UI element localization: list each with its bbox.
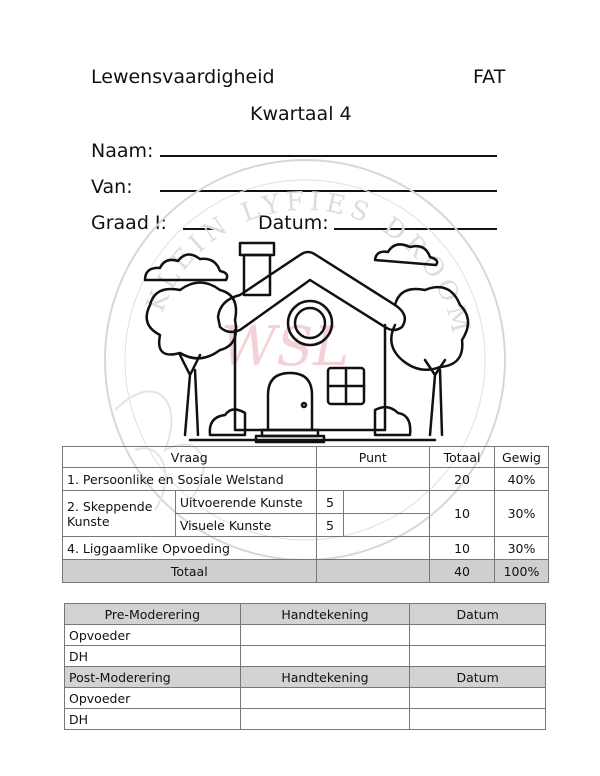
surname-field[interactable]	[160, 190, 497, 192]
question-cell: 1. Persoonlike en Sosiale Welstand	[63, 468, 317, 491]
grade-label: Graad I:	[91, 212, 167, 234]
house-illustration-icon	[140, 235, 470, 447]
signature-header: Handtekening	[240, 667, 410, 688]
table-row	[63, 468, 549, 491]
subject-title: Lewensvaardigheid	[91, 66, 275, 88]
sub-mark-cell: 5	[316, 491, 344, 514]
question-header: Vraag	[63, 447, 317, 468]
total-cell: 20	[430, 468, 495, 491]
date-cell[interactable]	[410, 646, 546, 667]
svg-text:KLEIN LYFIES DROOM: KLEIN LYFIES DROOM	[140, 186, 477, 341]
role-cell: DH	[65, 646, 241, 667]
weight-header: Gewig	[494, 447, 548, 468]
grand-weight-cell: 100%	[494, 560, 548, 583]
table-row	[65, 646, 546, 667]
date-cell[interactable]	[410, 688, 546, 709]
table-row	[65, 625, 546, 646]
date-cell[interactable]	[410, 709, 546, 730]
mark-cell[interactable]	[316, 537, 430, 560]
total-row	[63, 560, 549, 583]
grade-field[interactable]	[183, 228, 217, 230]
date-label: Datum:	[258, 212, 329, 234]
total-cell: 10	[430, 491, 495, 537]
question-cell: 4. Liggaamlike Opvoeding	[63, 537, 317, 560]
weight-cell: 30%	[494, 491, 548, 537]
achieved-mark-cell[interactable]	[344, 491, 430, 514]
name-label: Naam:	[91, 140, 154, 162]
name-field[interactable]	[160, 155, 497, 157]
role-cell: DH	[65, 709, 241, 730]
signature-cell[interactable]	[240, 709, 410, 730]
post-moderation-title: Post-Moderering	[65, 667, 241, 688]
total-mark-cell[interactable]	[316, 560, 430, 583]
weight-cell: 30%	[494, 537, 548, 560]
total-cell: 10	[430, 537, 495, 560]
sub-mark-cell: 5	[316, 514, 344, 537]
achieved-mark-cell[interactable]	[344, 514, 430, 537]
marks-table-header	[63, 447, 549, 468]
date-field[interactable]	[334, 228, 497, 230]
mark-header: Punt	[316, 447, 430, 468]
pre-moderation-header	[65, 604, 546, 625]
task-label: FAT	[473, 66, 506, 88]
total-label: Totaal	[63, 560, 317, 583]
table-row	[65, 688, 546, 709]
signature-header: Handtekening	[240, 604, 410, 625]
date-cell[interactable]	[410, 625, 546, 646]
role-cell: Opvoeder	[65, 688, 241, 709]
term-title: Kwartaal 4	[250, 103, 352, 125]
date-header: Datum	[410, 667, 546, 688]
question-cell: 2. Skeppende Kunste	[63, 491, 176, 537]
svg-text:WSL: WSL	[220, 315, 350, 378]
pre-moderation-title: Pre-Moderering	[65, 604, 241, 625]
surname-label: Van:	[91, 176, 133, 198]
total-header: Totaal	[430, 447, 495, 468]
role-cell: Opvoeder	[65, 625, 241, 646]
weight-cell: 40%	[494, 468, 548, 491]
moderation-table	[64, 603, 546, 730]
post-moderation-header	[65, 667, 546, 688]
table-row	[63, 491, 549, 514]
table-row	[63, 537, 549, 560]
marks-table	[62, 446, 549, 583]
signature-cell[interactable]	[240, 625, 410, 646]
signature-cell[interactable]	[240, 688, 410, 709]
table-row	[65, 709, 546, 730]
sub-question-cell: Visuele Kunste	[175, 514, 316, 537]
sub-question-cell: Uitvoerende Kunste	[175, 491, 316, 514]
mark-cell[interactable]	[316, 468, 430, 491]
signature-cell[interactable]	[240, 646, 410, 667]
grand-total-cell: 40	[430, 560, 495, 583]
date-header: Datum	[410, 604, 546, 625]
